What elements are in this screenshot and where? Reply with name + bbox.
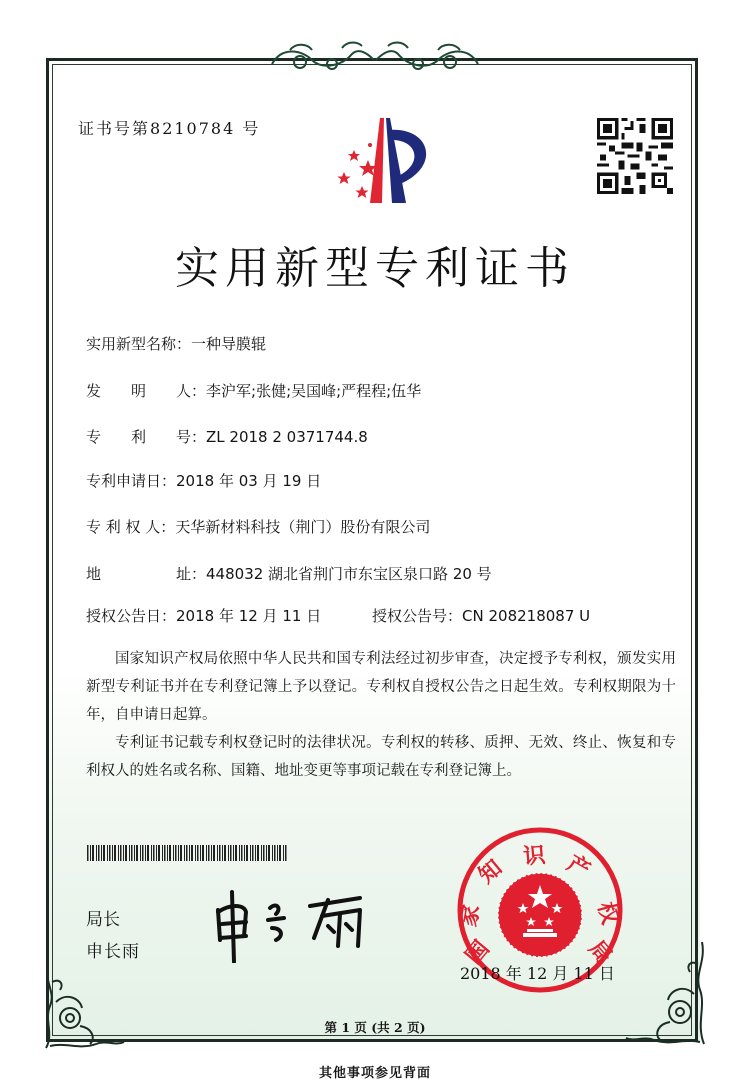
certificate-title: 实用新型专利证书 (175, 243, 575, 294)
field-value: CN 208218087 U (462, 607, 591, 625)
field-utility-model-name (86, 333, 266, 354)
field-value: ZL 2018 2 0371744.8 (206, 428, 368, 446)
qr-code-icon (597, 118, 673, 194)
director-title: 局长 (86, 910, 120, 930)
svg-text:国: 国 (461, 936, 495, 970)
field-grant-number (372, 605, 590, 626)
field-label: 授权公告日： (86, 607, 177, 625)
field-inventors (86, 380, 421, 401)
field-label: 专 利 号： (86, 428, 207, 446)
svg-text:家: 家 (456, 902, 485, 929)
field-address (86, 563, 492, 584)
field-label: 实用新型名称： (86, 335, 192, 353)
field-label: 专 利 权 人： (86, 518, 176, 536)
field-value: 2018 年 12 月 11 日 (176, 607, 322, 625)
field-patentee (86, 516, 430, 537)
field-value: 2018 年 03 月 19 日 (176, 472, 322, 490)
seal-date: 2018 年 12 月 11 日 (460, 964, 615, 983)
svg-text:局: 局 (583, 936, 617, 970)
field-label: 授权公告号： (372, 607, 463, 625)
svg-text:识: 识 (522, 843, 547, 870)
field-value: 李沪军;张健;吴国峰;严程程;伍华 (206, 382, 422, 400)
svg-text:产: 产 (562, 851, 595, 884)
body-paragraph-2: 专利证书记载专利权登记时的法律状况。专利权的转移、质押、无效、终止、恢复和专利权人的姓名或名称、国籍、地址变更等事项记载在专利登记簿上。 (86, 735, 676, 779)
field-value: 448032 湖北省荆门市东宝区泉口路 20 号 (206, 565, 492, 583)
body-paragraph-1: 国家知识产权局依照中华人民共和国专利法经过初步审查，决定授予专利权，颁发实用新型专利证书并在专利登记簿上予以登记。专利权自授权公告之日起生效。专利权期限为十年，自申请日起算。 (86, 651, 676, 723)
field-label: 地 址： (86, 565, 207, 583)
field-value: 一种导膜辊 (191, 335, 267, 353)
corner-ornament-bottom-left-icon (40, 962, 125, 1052)
page-number: 第 1 页 (共 2 页) (324, 1020, 426, 1035)
field-application-date (86, 470, 321, 491)
certificate-number-value: 8210784 (150, 119, 236, 138)
signature-icon (210, 888, 380, 963)
certificate-number-suffix: 号 (242, 119, 261, 138)
director-name: 申长雨 (86, 942, 140, 962)
see-reverse-note: 其他事项参见背面 (318, 1066, 431, 1081)
barcode-icon (87, 845, 287, 861)
field-label: 专利申请日： (86, 472, 177, 490)
cnipa-logo-icon (318, 108, 438, 203)
svg-text:权: 权 (592, 899, 623, 928)
certificate-number (78, 116, 260, 139)
field-grant-date (86, 605, 321, 626)
field-patent-number (86, 426, 368, 447)
certificate-number-label: 证书号第 (78, 119, 151, 138)
certificate-body (86, 645, 676, 785)
svg-text:知: 知 (474, 855, 508, 889)
field-value: 天华新材料科技（荆门）股份有限公司 (175, 518, 431, 536)
field-label: 发 明 人： (86, 382, 207, 400)
top-ornament-icon (262, 36, 488, 76)
